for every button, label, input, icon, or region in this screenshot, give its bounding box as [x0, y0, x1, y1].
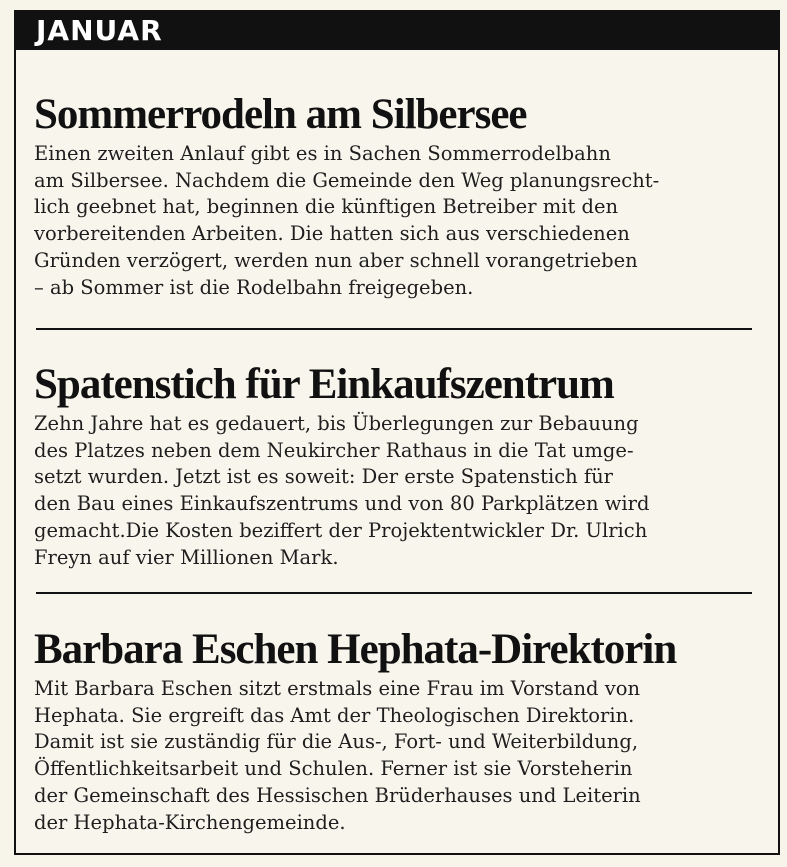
body-line: Mit Barbara Eschen sitzt erstmals eine Frau im Vorstand von — [34, 677, 641, 700]
body-line: setzt wurden. Jetzt ist es soweit: Der erste Spatenstich für — [34, 465, 613, 489]
body-line: Zehn Jahre hat es gedauert, bis Überlegungen zur Bebauung — [34, 412, 639, 435]
body-line: am Silbersee. Nachdem die Gemeinde den Weg planungsrecht- — [34, 168, 660, 192]
body-line: der Hephata-Kirchengemeinde. — [34, 810, 346, 834]
article-barbara-eschen — [34, 627, 756, 836]
month-header-bar — [16, 12, 778, 50]
news-frame — [14, 10, 780, 855]
article-headline: Spatenstich für Einkaufszentrum — [34, 361, 614, 408]
body-line: – ab Sommer ist die Rodelbahn freigegeben. — [34, 275, 474, 299]
article-divider — [36, 592, 752, 594]
body-line: des Platzes neben dem Neukircher Rathaus in die Tat umge- — [34, 438, 634, 462]
article-headline: Sommerrodeln am Silbersee — [34, 91, 527, 138]
article-spatenstich — [34, 362, 756, 571]
article-headline: Barbara Eschen Hephata-Direktorin — [34, 626, 677, 673]
article-body — [34, 411, 756, 571]
article-body — [34, 141, 756, 301]
month-label: JANUAR — [36, 14, 163, 47]
body-line: Einen zweiten Anlauf gibt es in Sachen Sommerrodelbahn — [34, 142, 611, 165]
body-line: den Bau eines Einkaufszentrums und von 80 Parkplätzen wird — [34, 492, 650, 516]
body-line: Gründen verzögert, werden nun aber schnell vorangetrieben — [34, 248, 638, 272]
article-sommerrodeln — [34, 92, 756, 301]
article-divider — [36, 328, 752, 330]
body-line: gemacht.Die Kosten beziffert der Projektentwickler Dr. Ulrich — [34, 518, 648, 542]
body-line: vorbereitenden Arbeiten. Die hatten sich aus verschiedenen — [34, 222, 630, 246]
body-line: Freyn auf vier Millionen Mark. — [34, 545, 339, 569]
body-line: der Gemeinschaft des Hessischen Brüderhauses und Leiterin — [34, 783, 641, 807]
article-body — [34, 676, 756, 836]
body-line: lich geebnet hat, beginnen die künftigen Betreiber mit den — [34, 195, 619, 219]
body-line: Öffentlichkeitsarbeit und Schulen. Ferner ist sie Vorsteherin — [34, 757, 633, 781]
body-line: Damit ist sie zuständig für die Aus-, Fort- und Weiterbildung, — [34, 730, 639, 754]
body-line: Hephata. Sie ergreift das Amt der Theologischen Direktorin. — [34, 703, 635, 727]
